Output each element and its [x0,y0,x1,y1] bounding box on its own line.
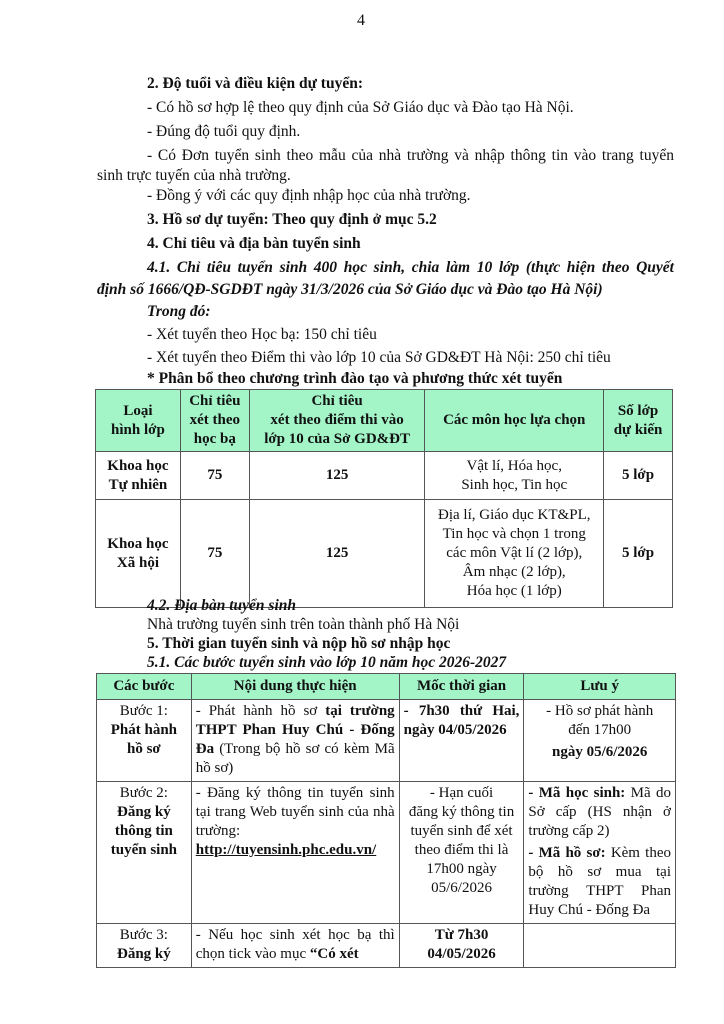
note-cell: - Mã học sinh: Mã do Sở cấp (HS nhận ở trường cấp 2) - Mã hồ sơ: Kèm theo bộ hồ sơ mua tại trường THPT Phan Huy Chú - Đống Đa [524,782,676,924]
step-cell: Bước 3: Đăng ký [97,924,192,968]
section-4-2-heading: 4.2. Địa bàn tuyển sinh [147,597,297,614]
condition-item: - Có Đơn tuyển sinh theo mẫu của nhà trường và nhập thông tin vào trang tuyển [147,147,674,164]
header-cell: Chỉ tiêu xét theo học bạ [180,390,249,452]
diem-thi-cell: 125 [249,452,425,500]
note-cell: - Hồ sơ phát hành đến 17h00 ngày 05/6/2026 [524,700,676,782]
content-cell: - Đăng ký thông tin tuyển sinh tại trang Web tuyển sinh của nhà trường: http://tuyensinh.phc.edu.vn/ [191,782,399,924]
header-cell: Lưu ý [524,674,676,700]
header-cell: Số lớp dự kiến [604,390,673,452]
note-cell [524,924,676,968]
time-cell: - 7h30 thứ Hai, ngày 04/05/2026 [399,700,524,782]
allocation-title: * Phân bổ theo chương trình đào tạo và phương thức xét tuyển [147,370,563,387]
table-row [96,500,673,608]
subjects-cell: Địa lí, Giáo dục KT&PL, Tin học và chọn 1 trong các môn Vật lí (2 lớp), Âm nhạc (2 lớp), Hóa học (1 lớp) [425,500,604,608]
table-header-row [96,390,673,452]
time-cell: - Hạn cuối đăng ký thông tin tuyển sinh để xét theo điểm thi là 17h00 ngày 05/6/2026 [399,782,524,924]
subjects-cell: Vật lí, Hóa học, Sinh học, Tin học [425,452,604,500]
class-type-cell: Khoa học Tự nhiên [96,452,181,500]
content-cell: - Phát hành hồ sơ tại trường THPT Phan Huy Chú - Đống Đa (Trong bộ hồ sơ có kèm Mã hồ sơ) [191,700,399,782]
section-5-heading: 5. Thời gian tuyển sinh và nộp hồ sơ nhập học [147,635,451,652]
table-row [96,452,673,500]
header-cell: Các bước [97,674,192,700]
time-cell: Từ 7h30 04/05/2026 [399,924,524,968]
quota-item: - Xét tuyển theo Học bạ: 150 chỉ tiêu [147,326,377,343]
hoc-ba-cell: 75 [180,452,249,500]
steps-table [96,673,676,968]
table-row [97,924,676,968]
registration-link[interactable]: http://tuyensinh.phc.edu.vn/ [195,842,377,858]
condition-item: - Có hồ sơ hợp lệ theo quy định của Sở Giáo dục và Đào tạo Hà Nội. [147,99,574,116]
section-4-1-line2: định số 1666/QĐ-SGDĐT ngày 31/3/2026 của Sở Giáo dục và Đào tạo Hà Nội) [97,281,603,298]
header-cell: Mốc thời gian [399,674,524,700]
content-cell: - Nếu học sinh xét học bạ thì chọn tick vào mục “Có xét [191,924,399,968]
classes-cell: 5 lớp [604,452,673,500]
header-cell: Loại hình lớp [96,390,181,452]
section-5-1-heading: 5.1. Các bước tuyển sinh vào lớp 10 năm học 2026-2027 [147,654,507,671]
condition-item: - Đồng ý với các quy định nhập học của nhà trường. [147,187,471,204]
class-type-cell: Khoa học Xã hội [96,500,181,608]
step-cell: Bước 2: Đăng ký thông tin tuyển sinh [97,782,192,924]
table-header-row [97,674,676,700]
section-4-1-line1: 4.1. Chỉ tiêu tuyển sinh 400 học sinh, chia làm 10 lớp (thực hiện theo Quyết [147,259,674,276]
page-number: 4 [357,12,365,29]
section-4-2-text: Nhà trường tuyển sinh trên toàn thành phố Hà Nội [147,616,460,633]
header-cell: Các môn học lựa chọn [425,390,604,452]
condition-item-cont: sinh trực tuyến của nhà trường. [97,167,291,184]
header-cell: Nội dung thực hiện [191,674,399,700]
diem-thi-cell: 125 [249,500,425,608]
condition-item: - Đúng độ tuổi quy định. [147,123,301,140]
classes-cell: 5 lớp [604,500,673,608]
header-cell: Chỉ tiêu xét theo điểm thi vào lớp 10 của Sở GD&ĐT [249,390,425,452]
table-row [97,782,676,924]
trong-do-label: Trong đó: [147,303,211,320]
hoc-ba-cell: 75 [180,500,249,608]
section-3-heading: 3. Hồ sơ dự tuyển: Theo quy định ở mục 5.2 [147,211,437,228]
section-4-heading: 4. Chỉ tiêu và địa bàn tuyển sinh [147,235,361,252]
section-2-heading: 2. Độ tuổi và điều kiện dự tuyển: [147,75,364,92]
step-cell: Bước 1: Phát hành hồ sơ [97,700,192,782]
quota-item: - Xét tuyển theo Điểm thi vào lớp 10 của Sở GD&ĐT Hà Nội: 250 chỉ tiêu [147,349,611,366]
allocation-table [95,389,673,608]
table-row [97,700,676,782]
